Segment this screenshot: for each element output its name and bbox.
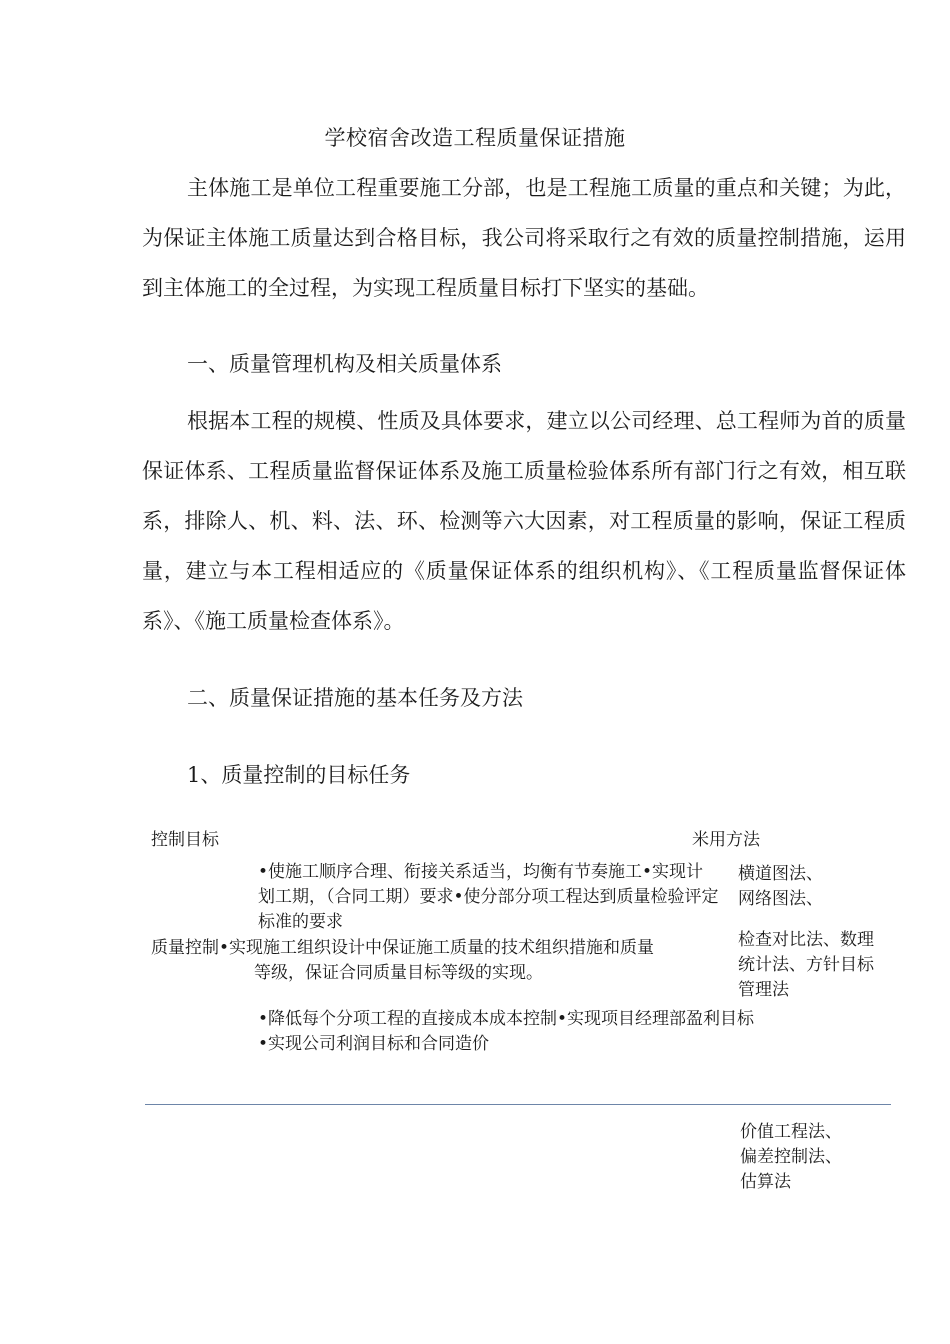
intro-paragraph: 主体施工是单位工程重要施工分部，也是工程施工质量的重点和关键；为此，为保证主体施工质量达到合格目标，我公司将采取行之有效的质量控制措施，运用到主体施工的全过程，为实现工程质量目标打下坚实的基础。 bbox=[142, 176, 906, 300]
subsection1-heading: 1、质量控制的目标任务 bbox=[187, 763, 411, 787]
quality-control-row bbox=[151, 936, 654, 961]
table-divider bbox=[145, 1104, 891, 1105]
section2-heading: 二、质量保证措施的基本任务及方法 bbox=[187, 686, 523, 710]
method-schedule: 横道图法、网络图法、 bbox=[738, 864, 823, 909]
table-header-method: 米用方法 bbox=[692, 830, 760, 850]
cost-goal-line1: •降低每个分项工程的直接成本成本控制•实现项目经理部盈利目标 bbox=[258, 1009, 755, 1029]
schedule-goal: •使施工顺序合理、衔接关系适当，均衡有节奏施工•实现计划工期，（合同工期）要求•使分部分项工程达到质量检验评定标准的要求 bbox=[258, 862, 719, 932]
row-label: 质量控制 bbox=[151, 938, 219, 958]
cost-goal-line2: •实现公司利润目标和合同造价 bbox=[258, 1034, 490, 1054]
section1-paragraph: 根据本工程的规模、性质及具体要求，建立以公司经理、总工程师为首的质量保证体系、工程质量监督保证体系及施工质量检验体系所有部门行之有效，相互联系，排除人、机、料、法、环、检测等六大因素，对工程质量的影响，保证工程质量，建立与本工程相适应的《质量保证体系的组织机构》、《工程质量监督保证体系》、《施工质量检查体系》。 bbox=[142, 409, 906, 633]
quality-goal-line2: 等级，保证合同质量目标等级的实现。 bbox=[254, 963, 543, 983]
method-quality: 检查对比法、数理统计法、方针目标管理法 bbox=[738, 930, 874, 1000]
quality-goal-line1: •实现施工组织设计中保证施工质量的技术组织措施和质量 bbox=[219, 938, 655, 958]
method-cost: 价值工程法、偏差控制法、估算法 bbox=[740, 1122, 842, 1192]
table-header-target: 控制目标 bbox=[151, 830, 219, 850]
section1-heading: 一、质量管理机构及相关质量体系 bbox=[187, 352, 502, 376]
document-title: 学校宿舍改造工程质量保证措施 bbox=[324, 126, 626, 150]
